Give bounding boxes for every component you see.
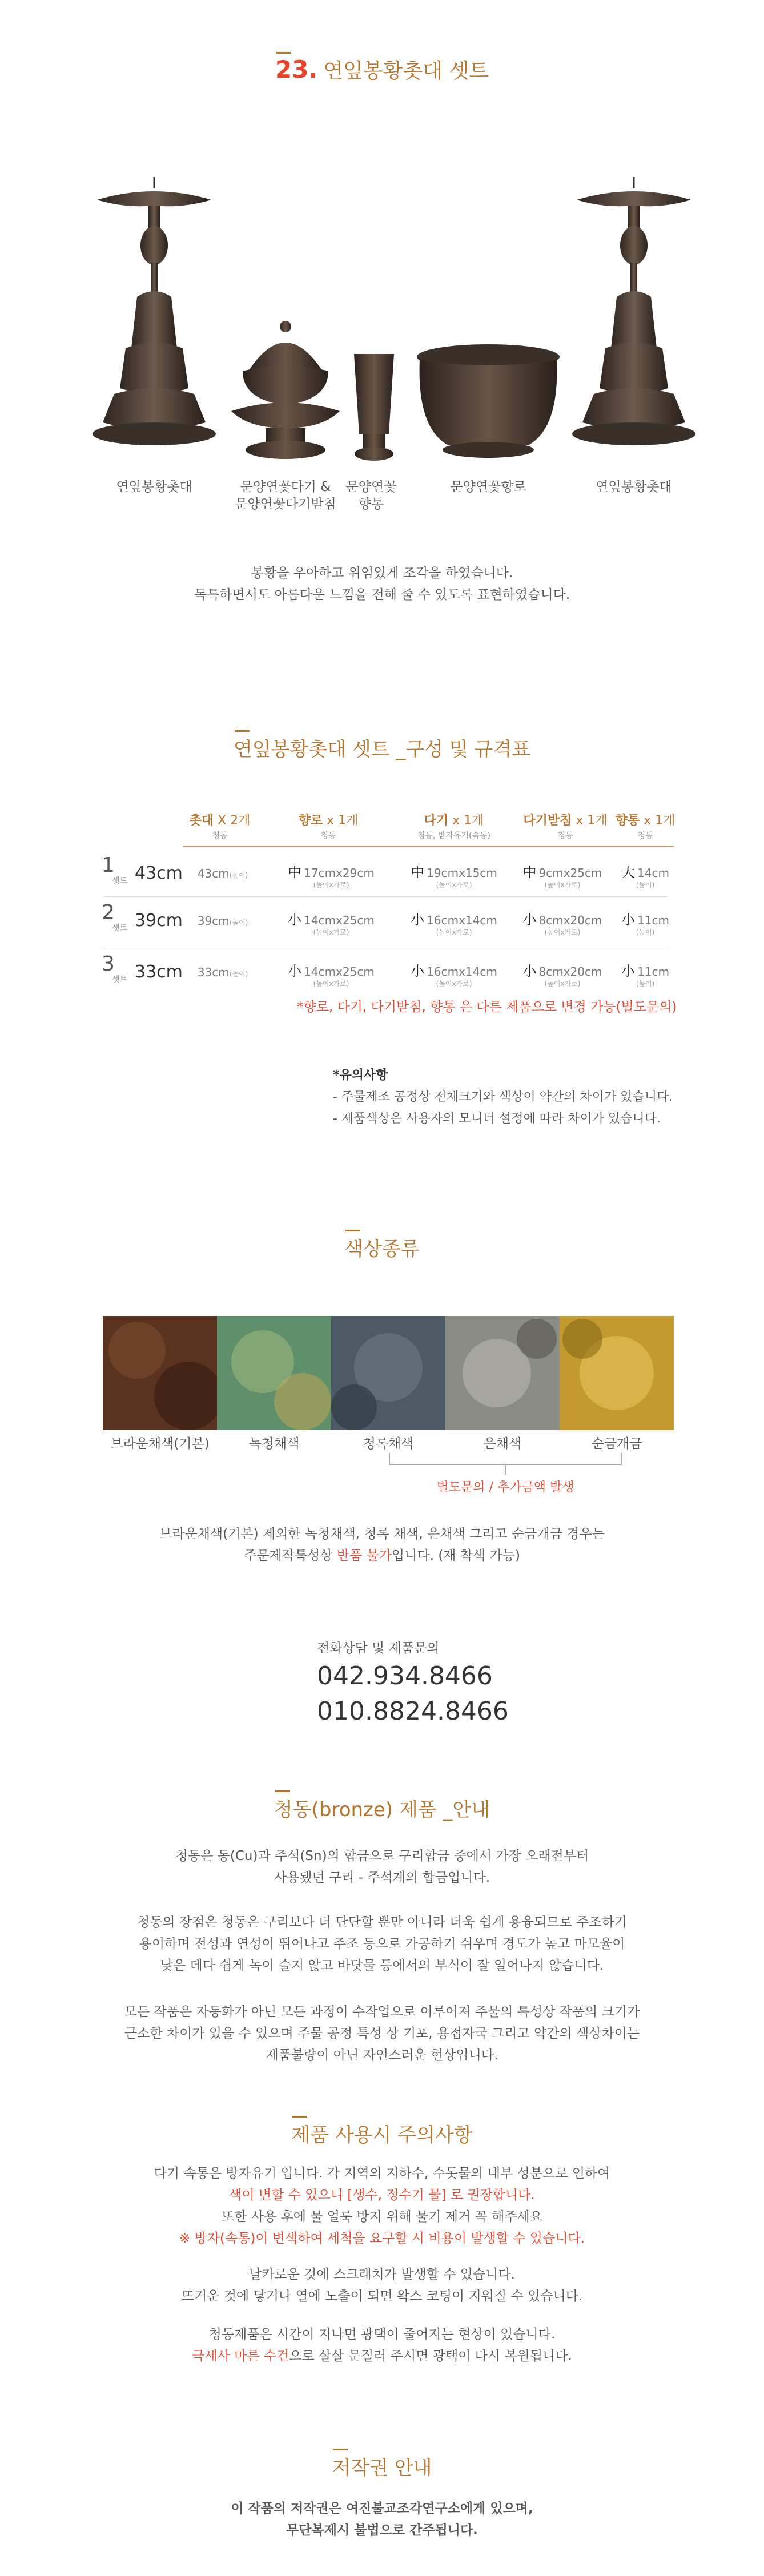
spec-header-teabowl (397, 814, 511, 843)
row-2-teabowl-size: 16cmx14cm (427, 913, 497, 927)
phoenix-candlestick-image-left (91, 177, 217, 462)
row-1-set: 셋트 (112, 876, 128, 886)
row-2-holder (617, 908, 674, 936)
row-2-holder-grade: 小 (621, 912, 636, 928)
row-1-burner-unit: (높이x가로) (313, 881, 349, 889)
bronze-p2-line-2: 용이하며 전성과 연성이 뛰어나고 주조 등으로 가공하기 쉬우며 경도가 높고 마모율이 (139, 1937, 625, 1951)
bronze-p1-line-2: 사용됐던 구리 - 주석계의 합금입니다. (274, 1870, 490, 1885)
row-3-stand (517, 960, 608, 988)
product-label-incense-burner: 문양연꽃향로 (450, 480, 526, 494)
header-teabowl-sub: 청동, 받자유기(속동) (417, 831, 491, 840)
colors-desc-line-2 (0, 1545, 764, 1567)
row-2-teabowl-unit: (높이x가로) (436, 928, 472, 936)
colors-desc-no-return: 반품 불가 (336, 1548, 392, 1563)
bronze-title-bold: 청동(bronze) 제품 (274, 1794, 437, 1822)
usage-block-1 (0, 2163, 764, 2249)
header-candle-name: 촛대 (189, 814, 214, 828)
usage-title (0, 2119, 764, 2147)
swatch-silver (445, 1316, 560, 1430)
product-name-suffix: 셋트 (443, 59, 489, 83)
row-3-burner (283, 960, 380, 988)
row-2-holder-unit: (높이) (636, 928, 655, 936)
usage-line-2b: [생수, 정수기 물] (347, 2188, 447, 2203)
header-teabowl-qty: x 1개 (448, 814, 484, 828)
row-3-candle-unit: (높이) (229, 970, 248, 978)
usage-line-8 (0, 2345, 764, 2367)
bronze-p2-line-3: 낮은 데다 쉽게 녹이 슬지 않고 바닷물 등에서의 부식이 잘 일어나지 않습니다. (160, 1958, 604, 1973)
usage-line-5: 날카로운 것에 스크래치가 발생할 수 있습니다. (248, 2267, 515, 2282)
row-1-teabowl-size: 19cmx15cm (427, 866, 497, 880)
row-3-burner-grade: 小 (288, 963, 302, 979)
header-teabowl-name: 다기 (424, 814, 449, 828)
usage-line-4: ※ 방자(속통)이 변색하여 세척을 요구할 시 비용이 발생할 수 있습니다. (179, 2231, 585, 2246)
bronze-p1-line-1: 청동은 동(Cu)과 주석(Sn)의 합금으로 구리합금 중에서 가장 오래전부터 (175, 1849, 589, 1863)
header-stand-name: 다기받침 (523, 814, 572, 828)
spec-title-bold: 연잎봉황촛대 (234, 734, 346, 762)
row-1-stand-unit: (높이x가로) (544, 881, 581, 889)
row-1-stand (517, 861, 608, 889)
extra-cost-note: 별도문의 / 추가금액 발생 (436, 1480, 574, 1495)
bronze-p3-line-1: 모든 작품은 자동화가 아닌 모든 과정이 수작업으로 이루어져 주물의 특성상 작품의 크기가 (124, 2005, 640, 2019)
product-label-tea-bowl: 문양연꽃다기 & 문양연꽃다기받침 (235, 480, 336, 512)
row-2-candle (188, 914, 257, 928)
row-3-teabowl-grade: 小 (411, 963, 425, 979)
product-label-candlestick-left: 연잎봉황촛대 (116, 480, 192, 494)
copyright-notice (0, 2498, 764, 2541)
bronze-p3-line-2: 근소한 차이가 있을 수 있으며 주물 공정 특성 상 기포, 용접자국 그리고 약간의 색상차이는 (124, 2026, 640, 2041)
row-1-burner-grade: 中 (288, 864, 302, 880)
header-holder-name: 향통 (615, 814, 640, 828)
row-1-holder-grade: 大 (621, 864, 636, 880)
row-2-stand-unit: (높이x가로) (544, 928, 581, 936)
spec-title-rest: 셋트 _구성 및 규격표 (346, 738, 531, 761)
row-1-candle-unit: (높이) (229, 871, 248, 879)
row-1-holder (617, 861, 674, 889)
header-holder-qty: x 1개 (640, 814, 675, 828)
caution-line-1: - 주물제조 공정상 전체크기와 색상이 약간의 차이가 있습니다. (333, 1090, 673, 1104)
bronze-paragraph-2 (0, 1911, 764, 1977)
header-burner-qty: x 1개 (323, 814, 359, 828)
row-1-burner (283, 861, 380, 889)
swatch-label-teal: 청록채색 (363, 1436, 414, 1451)
swatch-label-gold: 순금개금 (591, 1436, 642, 1451)
row-2-set: 셋트 (112, 924, 128, 933)
colors-description (0, 1523, 764, 1567)
colors-title (0, 1233, 764, 1261)
row-1-candle (188, 867, 257, 880)
contact-label: 전화상담 및 제품문의 (317, 1641, 440, 1656)
usage-line-2 (0, 2184, 764, 2206)
product-name: 연잎봉황촛대 (323, 59, 443, 83)
row-3-burner-unit: (높이x가로) (313, 980, 349, 988)
colors-title-text: 색상종류 (344, 1233, 419, 1261)
row-2-stand-size: 8cmx20cm (538, 913, 602, 927)
bronze-title-rest: _안내 (436, 1798, 490, 1821)
swatch-green (217, 1316, 331, 1430)
row-2-burner-unit: (높이x가로) (313, 928, 349, 936)
row-3-burner-size: 14cmx25cm (304, 965, 375, 979)
usage-line-6: 뜨거운 것에 닿거나 열에 노출이 되면 왁스 코팅이 지워질 수 있습니다. (181, 2289, 583, 2304)
copyright-title (0, 2452, 764, 2480)
row-2-holder-size: 11cm (637, 913, 669, 927)
lotus-incense-burner-image (414, 343, 562, 462)
row-1-size: 43cm (135, 863, 183, 883)
extra-cost-bracket (388, 1453, 622, 1476)
row-3-teabowl-size: 16cmx14cm (427, 965, 497, 979)
row-3-stand-size: 8cmx20cm (538, 965, 602, 979)
usage-line-8a: 극세사 마른 수건 (192, 2349, 289, 2364)
contact-phone-1[interactable]: 042.934.8466 (317, 1661, 493, 1690)
product-title (0, 55, 764, 84)
copyright-line-1: 이 작품의 저작권은 여진불교조각연구소에게 있으며, (231, 2501, 533, 2516)
lotus-tea-bowl-image (226, 320, 345, 462)
row-3-stand-grade: 小 (522, 963, 537, 979)
row-3-set: 셋트 (112, 975, 128, 984)
header-burner-name: 향로 (298, 814, 323, 828)
row-2-burner-size: 14cmx25cm (304, 913, 375, 927)
row-3-candle-size: 33cm (197, 965, 230, 979)
caution-line-2: - 제품색상은 사용자의 모니터 설정에 따라 차이가 있습니다. (333, 1112, 661, 1126)
row-2-number: 2 (102, 901, 115, 924)
row-2-teabowl-grade: 小 (411, 912, 425, 928)
bronze-title (0, 1794, 764, 1822)
bronze-paragraph-3 (0, 2001, 764, 2066)
bronze-p2-line-1: 청동의 장점은 청동은 구리보다 더 단단할 뿐만 아니라 더욱 쉽게 용융되므로 주조하기 (136, 1915, 628, 1930)
spec-change-note: *향로, 다기, 다기받침, 향통 은 다른 제품으로 변경 가능(별도문의) (297, 1000, 677, 1015)
spec-header-rule (183, 846, 674, 847)
colors-desc-part-a: 주문제작특성상 (244, 1548, 337, 1563)
colors-desc-part-c: 입니다. (재 착색 가능) (392, 1548, 520, 1563)
spec-header-burner (283, 814, 374, 843)
row-3-holder-unit: (높이) (636, 980, 655, 988)
row-2-candle-size: 39cm (197, 914, 230, 928)
header-candle-qty: X 2개 (214, 814, 251, 828)
bronze-p3-line-3: 제품불량이 아닌 자연스러운 현상입니다. (266, 2048, 498, 2063)
usage-line-3: 또한 사용 후에 물 얼룩 방지 위해 물기 제거 꼭 해주세요 (222, 2209, 542, 2224)
row-1-candle-size: 43cm (197, 867, 230, 880)
row-1-stand-grade: 中 (522, 864, 537, 880)
usage-line-2a: 색이 변할 수 있으니 (229, 2188, 348, 2203)
header-holder-sub: 청동 (637, 831, 653, 840)
row-2-stand-grade: 小 (522, 912, 537, 928)
usage-block-3 (0, 2324, 764, 2367)
swatch-teal (331, 1316, 445, 1430)
bronze-paragraph-1 (0, 1845, 764, 1889)
row-2-burner-grade: 小 (288, 912, 302, 928)
copyright-title-text: 저작권 안내 (332, 2452, 432, 2480)
swatch-label-brown: 브라운채색(기본) (110, 1436, 210, 1451)
row-3-candle (188, 965, 257, 979)
usage-line-7: 청동제품은 시간이 지나면 광택이 줄어지는 현상이 있습니다. (208, 2327, 556, 2342)
caution-block (333, 1065, 673, 1130)
usage-title-bold: 제품 사용시 (291, 2119, 391, 2147)
copyright-line-2: 무단복제시 불법으로 간주됩니다. (286, 2523, 478, 2538)
row-3-size: 33cm (135, 962, 183, 982)
swatch-brown (103, 1316, 217, 1430)
row-2-size: 39cm (135, 911, 183, 931)
lotus-incense-holder-image (351, 348, 397, 462)
row-3-teabowl-unit: (높이x가로) (436, 980, 472, 988)
header-stand-sub: 청동 (557, 831, 573, 840)
row-1-burner-size: 17cmx29cm (304, 866, 375, 880)
spec-header-stand (517, 814, 614, 843)
spec-header-holder (614, 814, 677, 843)
row-3-teabowl (405, 960, 502, 988)
usage-line-1: 다기 속통은 방자유기 입니다. 각 지역의 지하수, 수돗물의 내부 성분으로 인하여 (154, 2166, 610, 2181)
row-2-candle-unit: (높이) (229, 919, 248, 927)
description-line-2: 독특하면서도 아름다운 느낌을 전해 줄 수 있도록 표현하였습니다. (194, 587, 570, 602)
row-1-teabowl (405, 861, 502, 889)
row-1-divider (103, 896, 668, 897)
swatch-gold (560, 1316, 674, 1430)
row-1-holder-size: 14cm (637, 866, 669, 880)
swatch-label-green: 녹청채색 (248, 1436, 300, 1451)
usage-line-2c: 로 권장합니다. (446, 2188, 535, 2203)
usage-line-8b: 으로 살살 문질러 주시면 광택이 다시 복원됩니다. (289, 2349, 572, 2364)
row-2-teabowl (405, 908, 502, 936)
row-3-holder (617, 960, 674, 988)
spec-title (0, 734, 764, 762)
header-stand-qty: x 1개 (572, 814, 608, 828)
row-3-holder-size: 11cm (637, 965, 669, 979)
row-2-stand (517, 908, 608, 936)
usage-title-rest: 주의사항 (391, 2124, 473, 2147)
product-description (0, 562, 764, 606)
row-1-holder-unit: (높이) (636, 881, 655, 889)
contact-phone-2[interactable]: 010.8824.8466 (317, 1697, 509, 1726)
row-2-burner (283, 908, 380, 936)
row-3-number: 3 (102, 952, 115, 976)
row-3-stand-unit: (높이x가로) (544, 980, 581, 988)
swatch-label-silver: 은채색 (483, 1436, 522, 1451)
row-1-stand-size: 9cmx25cm (538, 866, 602, 880)
product-label-candlestick-right: 연잎봉황촛대 (596, 480, 672, 494)
product-number: 23. (275, 55, 318, 83)
usage-block-2 (0, 2264, 764, 2307)
row-1-teabowl-unit: (높이x가로) (436, 881, 472, 889)
row-3-holder-grade: 小 (621, 963, 636, 979)
phoenix-candlestick-image-right (571, 177, 697, 462)
header-burner-sub: 청동 (320, 831, 336, 840)
spec-header-candle (174, 814, 266, 843)
description-line-1: 봉황을 우아하고 위엄있게 조각을 하였습니다. (251, 566, 513, 581)
header-candle-sub: 청동 (212, 831, 228, 840)
product-label-incense-holder: 문양연꽃 향통 (345, 480, 397, 512)
caution-heading: *유의사항 (333, 1068, 388, 1082)
row-1-number: 1 (102, 854, 115, 877)
colors-desc-line-1: 브라운채색(기본) 제외한 녹청채색, 청록 채색, 은채색 그리고 순금개금 경우는 (159, 1527, 605, 1541)
row-1-teabowl-grade: 中 (411, 864, 425, 880)
